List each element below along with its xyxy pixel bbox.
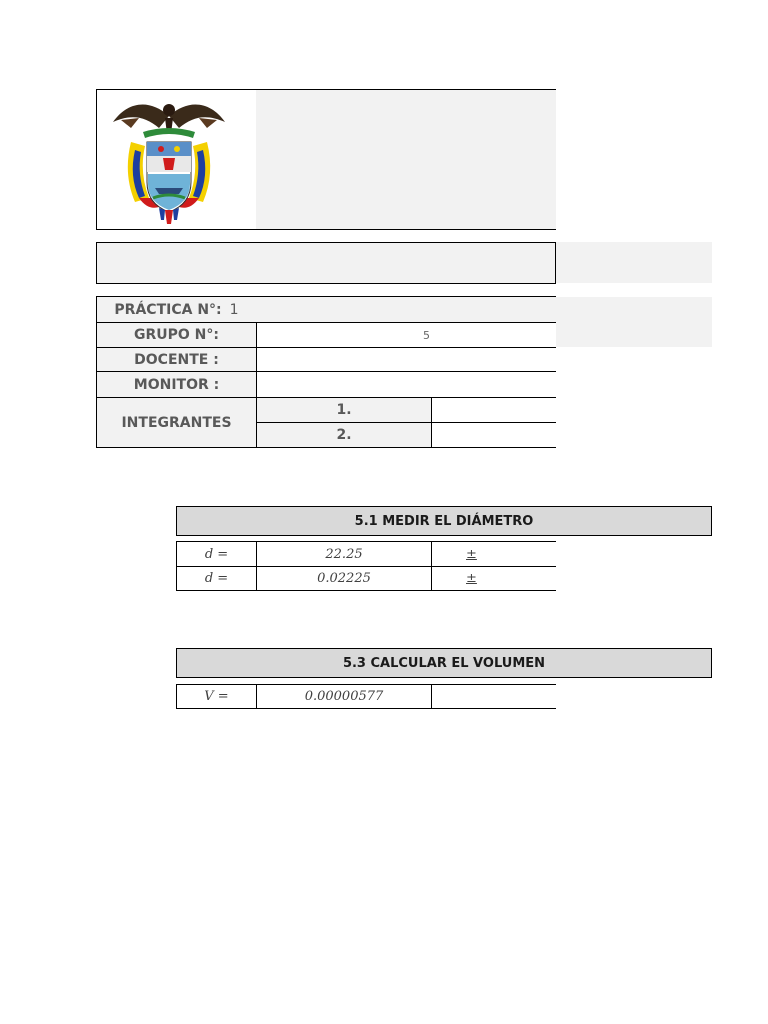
grupo-extra-cell [431, 322, 556, 348]
grupo-label-cell [96, 322, 257, 348]
section1-row-value-cell[interactable] [256, 541, 432, 567]
diameter-m-value: 0.02225 [317, 571, 371, 586]
integrante-name-cell[interactable] [431, 422, 556, 448]
section1-row-label-cell [176, 566, 257, 591]
integrantes-label: INTEGRANTES [121, 414, 232, 431]
section1-title: 5.1 MEDIR EL DIÁMETRO [354, 513, 534, 529]
section3-row-extra-cell [431, 684, 556, 709]
practica-number: 1 [229, 301, 239, 318]
integrante-number-cell [256, 422, 432, 448]
integrante-number: 1. [336, 402, 352, 418]
volume-value: 0.00000577 [304, 689, 384, 704]
grupo-number: 5 [423, 328, 430, 342]
practica-title-cell [256, 296, 556, 323]
header-title-cell [256, 89, 556, 230]
plus-minus-symbol: ± [466, 571, 477, 586]
section1-row-label-cell [176, 541, 257, 567]
diameter-label: d = [204, 546, 229, 562]
practica-label-cell [96, 296, 257, 323]
logo-cell [96, 89, 257, 230]
section3-title: 5.3 CALCULAR EL VOLUMEN [342, 655, 546, 671]
monitor-label-cell [96, 371, 257, 398]
monitor-value-cell[interactable] [256, 371, 556, 398]
integrante-number: 2. [336, 427, 352, 443]
integrante-number-cell [256, 397, 432, 423]
integrante-name-cell[interactable] [431, 397, 556, 423]
docente-value-cell[interactable] [256, 347, 556, 372]
colombia-coat-of-arms-icon [109, 94, 229, 226]
diameter-label: d = [204, 571, 229, 586]
diameter-mm-value: 22.25 [325, 546, 363, 562]
monitor-label: MONITOR : [133, 376, 220, 393]
volume-label: V = [204, 689, 229, 704]
plus-minus-symbol: ± [466, 546, 477, 562]
section3-row-label-cell [176, 684, 257, 709]
section3-header [176, 648, 712, 678]
section3-row-value-cell[interactable] [256, 684, 432, 709]
section1-row-pm-cell [431, 566, 556, 591]
grupo-label: GRUPO N°: [134, 327, 219, 343]
grupo-value-cell[interactable] [256, 322, 432, 348]
section1-row-pm-cell [431, 541, 556, 567]
section1-header [176, 506, 712, 536]
docente-label: DOCENTE : [134, 351, 219, 368]
section1-row-value-cell[interactable] [256, 566, 432, 591]
title-bar [96, 242, 556, 284]
docente-label-cell [96, 347, 257, 372]
integrantes-label-cell [96, 397, 257, 448]
practica-label: PRÁCTICA N°: [114, 301, 222, 318]
